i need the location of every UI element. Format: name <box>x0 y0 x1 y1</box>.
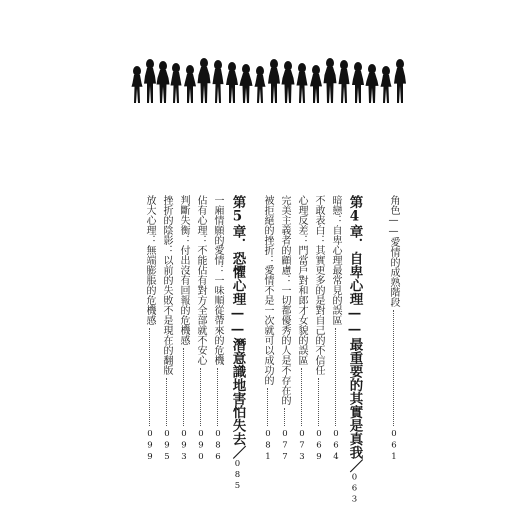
toc-entry[interactable] <box>262 195 272 463</box>
leader-dots <box>335 328 336 426</box>
toc-entry-title: 角色——愛情的成熟階段 <box>388 195 399 307</box>
leader-dots <box>149 328 150 426</box>
leader-dots <box>284 408 285 426</box>
chapter-page: 085 <box>232 459 243 492</box>
toc-entry-title: 佔有心理：不能佔有對方全部就不安心 <box>195 195 206 365</box>
toc-entry[interactable] <box>388 195 398 463</box>
toc-entry-page: 081 <box>263 428 273 463</box>
toc-entry-page: 061 <box>389 428 399 463</box>
chapter-heading[interactable] <box>347 195 361 506</box>
silhouette-figure <box>366 64 379 103</box>
leader-dots <box>183 348 184 426</box>
chapter-title: 第4章．自卑心理——最重要的其實是真我／ <box>346 195 363 473</box>
toc-entry[interactable] <box>212 195 222 463</box>
toc-entry-page: 064 <box>331 428 341 463</box>
toc-entry-title: 完美主義者的顧慮：一切都優秀的人是不存在的 <box>279 195 290 405</box>
toc-entry[interactable] <box>178 195 188 463</box>
silhouette-figure <box>381 66 392 103</box>
toc-entry[interactable] <box>330 195 340 463</box>
toc-entry-page: 093 <box>179 428 189 463</box>
toc-entry[interactable] <box>161 195 171 463</box>
silhouette-figure <box>198 58 211 103</box>
silhouette-figure <box>226 62 238 103</box>
silhouette-figure <box>171 63 182 103</box>
leader-dots <box>267 388 268 426</box>
toc-entry-title: 挫折的陰影：以前的失敗不是現在的翻版 <box>161 195 172 375</box>
toc-entry[interactable] <box>195 195 205 463</box>
toc-entry-title: 被拒絕的挫折：愛情不是一次就可以成功的 <box>262 195 273 385</box>
chapter-page: 063 <box>349 472 360 506</box>
toc-entry-title: 不敢表白：其實更多的是對自己的不信任 <box>313 195 324 375</box>
leader-dots <box>200 368 201 426</box>
silhouette-figure <box>184 65 196 103</box>
toc-entry-title: 心理反差：門當戶對和郎才女貌的誤區 <box>296 195 307 365</box>
chapter-title: 第5章．恐懼心理——潛意識地害怕失去／ <box>229 195 246 459</box>
silhouette-figure <box>157 61 170 103</box>
silhouette-figure <box>213 60 224 103</box>
silhouette-banner <box>0 0 520 120</box>
leader-dots <box>318 378 319 426</box>
toc-entry-page: 099 <box>145 428 155 463</box>
silhouette-figure <box>282 61 295 103</box>
silhouette-figure <box>352 62 364 103</box>
leader-dots <box>393 310 394 426</box>
toc-entry-page: 090 <box>196 428 206 463</box>
silhouette-figure <box>132 66 143 103</box>
toc-entry-page: 095 <box>162 428 172 463</box>
silhouette-figure <box>144 59 156 103</box>
silhouette-figure <box>240 64 253 103</box>
toc-entry[interactable] <box>144 195 154 463</box>
toc-entry-page: 086 <box>213 428 223 463</box>
toc-entry[interactable] <box>313 195 323 463</box>
silhouette-figure <box>255 66 266 103</box>
toc-entry-title: 放大心理：無端膨脹的危機感 <box>144 195 155 325</box>
leader-dots <box>217 368 218 426</box>
toc-entry-page: 069 <box>314 428 324 463</box>
toc-entry-title: 暗戀：自卑心理最常見的誤區 <box>330 195 341 325</box>
toc-entry-title: 一廂情願的愛情：一味順從帶來的危機 <box>212 195 223 365</box>
leader-dots <box>166 378 167 426</box>
silhouette-figure <box>324 58 337 103</box>
toc-entry-page: 073 <box>297 428 307 463</box>
toc-entry[interactable] <box>279 195 289 463</box>
silhouette-figure <box>297 63 308 103</box>
toc-entry-page: 077 <box>280 428 290 463</box>
silhouette-figure <box>394 59 406 103</box>
toc-entry[interactable] <box>296 195 306 463</box>
silhouette-figure <box>310 65 322 103</box>
leader-dots <box>301 368 302 426</box>
silhouette-figure <box>268 59 280 103</box>
silhouette-figure <box>339 60 350 103</box>
chapter-heading[interactable] <box>230 195 244 492</box>
toc-entry-title: 判斷失衡：付出沒有回報的危機感 <box>178 195 189 345</box>
